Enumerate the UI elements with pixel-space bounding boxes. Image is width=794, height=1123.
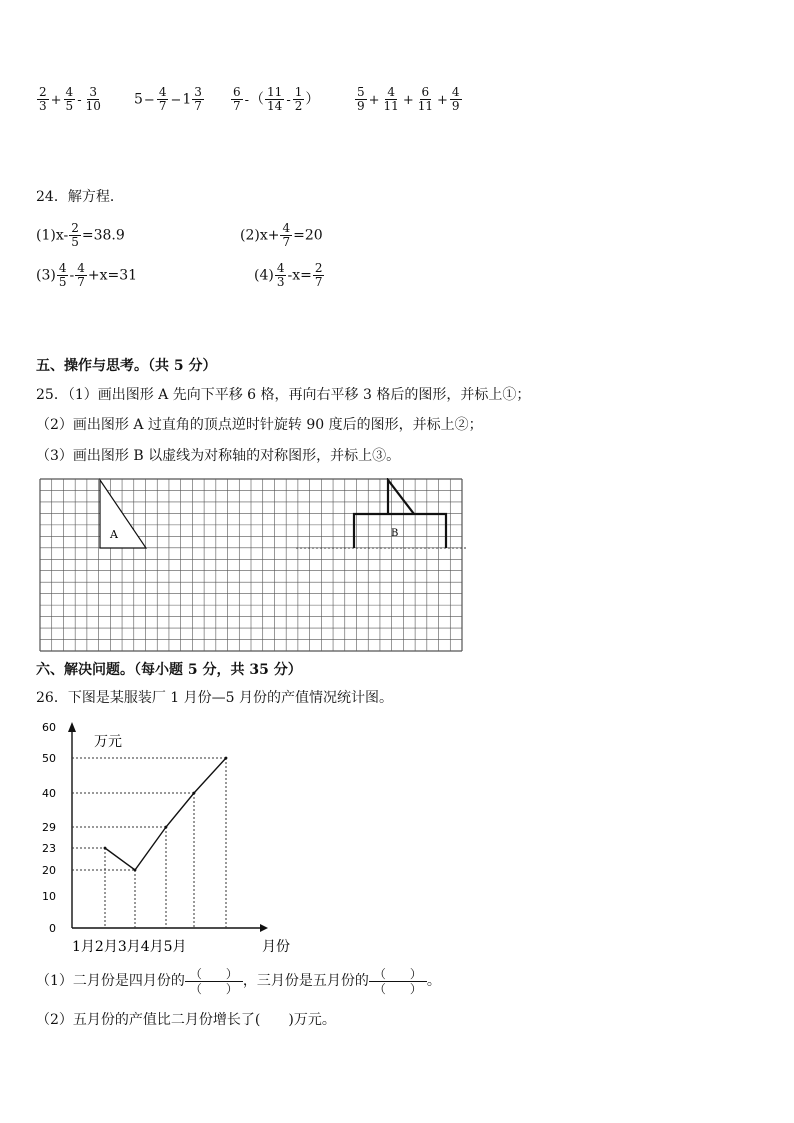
shape-b [354, 514, 446, 548]
equation-1: (1)x- $\frac{2}{5}$ =38.9 [36, 221, 125, 249]
section-5-title: 五、操作与思考。（共 5 分） [36, 358, 217, 374]
y-axis-arrow [68, 722, 76, 732]
fraction: $\frac{4}{7}$ [77, 261, 85, 289]
chart-series [104, 757, 228, 872]
y-tick-label: 40 [42, 787, 56, 800]
equation-3: (3) $\frac{4}{5}$ - $\frac{4}{7}$ +x=31 [36, 261, 138, 289]
y-tick-label: 29 [42, 821, 56, 834]
fraction: $\frac{1}{2}$ [294, 85, 303, 113]
fraction: $\frac{2}{7}$ [314, 261, 323, 289]
calc-expression-2: 5− $\frac{4}{7}$ −1 $\frac{3}{7}$ [134, 85, 202, 113]
y-tick-label: 23 [42, 842, 56, 855]
fraction: $\frac{4}{11}$ [383, 85, 399, 113]
shape-a-label: A [110, 528, 118, 541]
fraction: $\frac{4}{7}$ [282, 221, 291, 249]
calc-expression-1: $\frac{2}{3}$ + $\frac{4}{5}$ - $\frac{3}{10}$ [39, 85, 101, 113]
q25-part-1: 25．（1）画出图形 A 先向下平移 6 格，再向右平移 3 格后的图形，并标上①； [36, 387, 531, 403]
fraction: $\frac{4}{9}$ [451, 85, 460, 113]
grid-figure [38, 478, 466, 652]
fraction: $\frac{3}{10}$ [85, 85, 101, 113]
fraction: $\frac{4}{5}$ [65, 85, 74, 113]
y-tick-label: 0 [49, 922, 56, 935]
y-tick-label: 10 [42, 890, 56, 903]
y-axis-unit: 万元 [94, 734, 122, 750]
y-tick-label: 60 [42, 721, 56, 734]
fraction: $\frac{4}{7}$ [158, 85, 167, 113]
fraction: $\frac{11}{14}$ [267, 85, 283, 113]
x-axis-label: 月份 [262, 939, 290, 955]
fraction: $\frac{2}{5}$ [71, 221, 79, 249]
chart-ticks [42, 721, 56, 935]
fraction: $\frac{6}{7}$ [233, 85, 241, 113]
q24-title: 24．解方程． [36, 189, 124, 205]
fraction: $\frac{5}{9}$ [357, 85, 365, 113]
x-category-labels: 1月2月3月4月5月 [72, 939, 187, 955]
shape-b-label: B [391, 528, 399, 539]
q26-prompt: 26．下图是某服装厂 1 月份—5 月份的产值情况统计图。 [36, 690, 393, 706]
q26-part-2: （2）五月份的产值比二月份增长了( )万元。 [36, 1012, 336, 1028]
y-tick-label: 50 [42, 752, 56, 765]
fraction: $\frac{2}{3}$ [39, 85, 47, 113]
equation-2: (2)x+ $\frac{4}{7}$ =20 [240, 221, 323, 249]
x-axis-arrow [260, 924, 268, 932]
fraction: $\frac{3}{7}$ [194, 85, 202, 113]
answer-fraction-blank[interactable]: （ ） （ ） [369, 967, 427, 996]
q25-part-3: （3）画出图形 B 以虚线为对称轴的对称图形，并标上③。 [36, 448, 401, 464]
series-line [105, 758, 226, 870]
q25-part-2: （2）画出图形 A 过直角的顶点逆时针旋转 90 度后的图形，并标上②； [36, 417, 483, 433]
line-chart [30, 716, 310, 956]
fraction: $\frac{4}{5}$ [58, 261, 67, 289]
q26-part-1: （1）二月份是四月份的 （ ） （ ） ，三月份是五月份的 （ ） （ ） 。 [36, 966, 441, 996]
y-tick-label: 20 [42, 864, 56, 877]
calc-expression-3: $\frac{6}{7}$ -（ $\frac{11}{14}$ - $\frac{1}{2}$ ） [233, 85, 320, 113]
fraction: $\frac{6}{11}$ [417, 85, 434, 113]
calc-expression-4: $\frac{5}{9}$ + $\frac{4}{11}$ + $\frac{6}{11}$ + $\frac{4}{9}$ [357, 85, 460, 113]
equation-4: (4) $\frac{4}{3}$ -x= $\frac{2}{7}$ [254, 261, 323, 289]
fraction: $\frac{4}{3}$ [276, 261, 285, 289]
section-6-title: 六、解决问题。（每小题 5 分，共 35 分） [36, 662, 302, 678]
answer-fraction-blank[interactable]: （ ） （ ） [185, 967, 243, 996]
